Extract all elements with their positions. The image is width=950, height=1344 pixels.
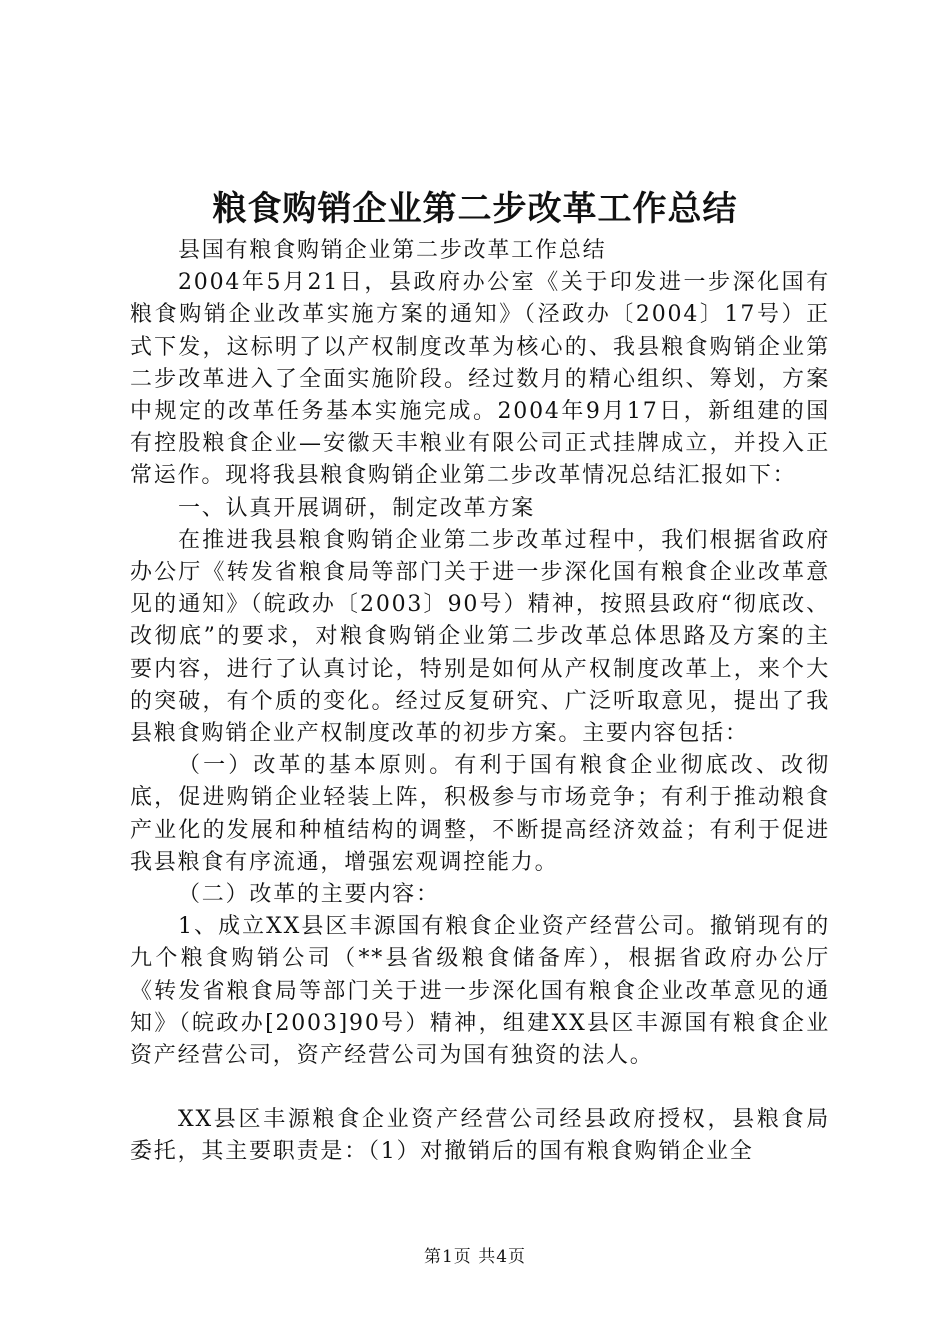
document-body — [130, 235, 830, 1169]
page-number: 第1页 共4页 — [423, 1247, 527, 1267]
paragraph-item-1: 1、成立XX县区丰源国有粮食企业资产经营公司。撤销现有的九个粮食购销公司（**县省级粮食储备库），根据省政府办公厅《转发省粮食局等部门关于进一步深化国有粮食企业改革意见的通知》（皖政办[2003]90号）精神，组建XX县区丰源国有粮食企业资产经营公司，资产经营公司为国有独资的法人。 — [130, 914, 830, 1069]
paragraph-intro: 2004年5月21日，县政府办公室《关于印发进一步深化国有粮食购销企业改革实施方案的通知》（泾政办〔2004〕17号）正式下发，这标明了以产权制度改革为核心的、我县粮食购销企业第二步改革进入了全面实施阶段。经过数月的精心组织、筹划，方案中规定的改革任务基本实施完成。2004年9月17日，新组建的国有控股粮食企业—安徽天丰粮业有限公司正式挂牌成立，并投入正常运作。现将我县粮食购销企业第二步改革情况总结汇报如下： — [130, 270, 830, 489]
paragraph-responsibilities: XX县区丰源粮食企业资产经营公司经县政府授权，县粮食局委托，其主要职责是：（1）对撤销后的国有粮食购销企业全 — [130, 1107, 830, 1165]
paragraph-research: 在推进我县粮食购销企业第二步改革过程中，我们根据省政府办公厅《转发省粮食局等部门关于进一步深化国有粮食企业改革意见的通知》（皖政办〔2003〕90号）精神，按照县政府“彻底改、改彻底”的要求，对粮食购销企业第二步改革总体思路及方案的主要内容，进行了认真讨论，特别是如何从产权制度改革上，来个大的突破，有个质的变化。经过反复研究、广泛听取意见，提出了我县粮食购销企业产权制度改革的初步方案。主要内容包括： — [130, 527, 830, 747]
paragraph-principles: （一）改革的基本原则。有利于国有粮食企业彻底改、改彻底，促进购销企业轻装上阵，积极参与市场竞争；有利于推动粮食产业化的发展和种植结构的调整，不断提高经济效益；有利于促进我县粮食有序流通，增强宏观调控能力。 — [130, 753, 830, 875]
paragraph-section-heading: 一、认真开展调研，制定改革方案 — [178, 495, 536, 521]
paragraph-subtitle: 县国有粮食购销企业第二步改革工作总结 — [178, 238, 607, 263]
paragraph-main-content-heading: （二）改革的主要内容： — [178, 882, 440, 908]
document-title: 粮食购销企业第二步改革工作总结 — [212, 189, 738, 229]
